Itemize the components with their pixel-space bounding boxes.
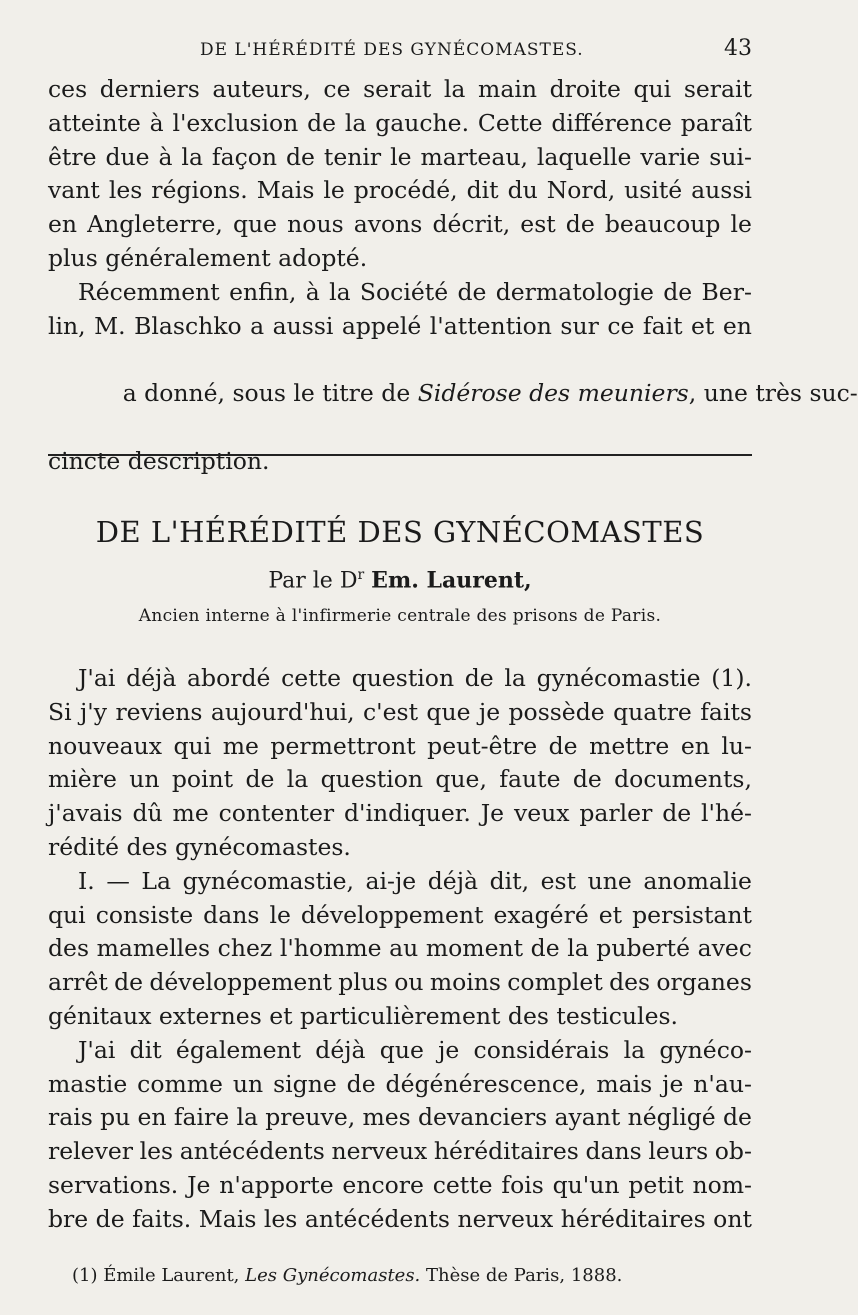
word: n'au- (693, 1069, 752, 1098)
text-run: , une très suc- (688, 379, 858, 408)
word: l'hé- (701, 799, 752, 828)
word: veux (513, 799, 570, 828)
word: relever (48, 1137, 133, 1166)
word: auteurs, (212, 75, 311, 103)
word: servations. (48, 1170, 179, 1199)
word: différence (551, 108, 672, 137)
word: contenter (218, 799, 335, 828)
previous-article-text (48, 73, 858, 479)
word: le (730, 210, 752, 239)
paragraph (48, 662, 752, 865)
word: n'apporte (219, 1170, 334, 1199)
word: être (48, 142, 97, 171)
word: Angleterre, (87, 210, 223, 239)
word: mes (362, 1103, 411, 1132)
word: dit (466, 176, 499, 205)
text-line (48, 932, 752, 966)
word: bre (48, 1204, 89, 1233)
word: gauche. (375, 108, 470, 137)
byline-superscript: r (357, 567, 365, 583)
word: je (662, 1069, 684, 1098)
word: chez (217, 934, 273, 963)
word: de (457, 277, 487, 306)
word: développement (300, 900, 484, 929)
word: décrit, (432, 210, 511, 239)
word: faits. (132, 1204, 192, 1233)
word: à (305, 277, 320, 306)
word: exagéré (493, 900, 589, 929)
text-line (48, 662, 752, 696)
word: quatre (613, 697, 692, 726)
word: Nord, (546, 176, 616, 205)
word: atteinte (48, 108, 141, 137)
word: de (346, 1069, 376, 1098)
word: développement (149, 968, 332, 997)
word: puberté (596, 934, 691, 963)
article-body (48, 662, 752, 1237)
word: lin, (48, 311, 86, 340)
word: permettront (270, 731, 416, 760)
text-line (48, 141, 752, 175)
word: la (236, 1103, 258, 1132)
text-line (48, 107, 752, 141)
word: nouveaux (48, 731, 163, 760)
word: c'est (362, 697, 419, 726)
word: je (438, 1035, 460, 1064)
word: la (623, 1035, 646, 1064)
word: J'ai (78, 664, 116, 692)
word: paraît (680, 108, 752, 137)
paragraph (48, 1034, 752, 1237)
text-line (48, 276, 752, 310)
word: ai-je (365, 866, 417, 895)
word: de (95, 1204, 125, 1233)
word: de (307, 108, 337, 137)
word: consiste (95, 900, 194, 929)
text-line (48, 1034, 752, 1068)
word: nerveux (457, 1204, 554, 1233)
word: persistant (632, 900, 752, 929)
word: abordé (187, 664, 271, 692)
word: mastie (48, 1069, 128, 1098)
word: des (48, 934, 90, 963)
word: ont (713, 1204, 752, 1233)
word: un (232, 1069, 264, 1098)
word: la (181, 142, 203, 171)
word: nom- (692, 1170, 752, 1199)
word: gynéco- (659, 1035, 752, 1064)
word: preuve, (265, 1103, 356, 1132)
word: parler (579, 799, 653, 828)
word: que (426, 697, 471, 726)
word: Si (48, 697, 72, 726)
text-run: a donné, sous le titre de (122, 379, 418, 408)
word: de (548, 731, 578, 760)
text-line (48, 1135, 752, 1169)
word: qu'un (552, 1170, 620, 1199)
word: gynécomastie, (182, 866, 354, 895)
word: aussi (272, 311, 334, 340)
word: faits (700, 697, 752, 726)
text-line (48, 1203, 752, 1237)
word: leurs (648, 1137, 709, 1166)
word: serait (363, 75, 432, 103)
word: Mais (198, 1204, 257, 1233)
text-line (48, 763, 752, 797)
word: déjà (126, 664, 177, 692)
word: moment (425, 934, 524, 963)
word: fait (642, 311, 683, 340)
word: Ber- (701, 277, 752, 306)
word: que, (435, 765, 487, 794)
word: dégénérescence, (385, 1069, 587, 1098)
footnote-text: Thèse de Paris, 1888. (420, 1265, 623, 1286)
word: question (320, 765, 424, 794)
word: fois (501, 1170, 544, 1199)
word: petit (628, 1170, 684, 1199)
word: lu- (721, 731, 752, 760)
word: de (245, 765, 275, 794)
byline-prefix: Par le D (268, 568, 358, 594)
word: encore (342, 1170, 424, 1199)
text-line (48, 73, 752, 107)
text-line (48, 174, 752, 208)
word: l'exclusion (172, 108, 299, 137)
word: les (139, 1137, 174, 1166)
word: I. (78, 866, 95, 895)
word: une (587, 866, 632, 895)
word: mais (596, 1069, 653, 1098)
word: antécédents (304, 1204, 450, 1233)
word: l'homme (279, 934, 382, 963)
author-affiliation: Ancien interne à l'infirmerie centrale des prisons de Paris. (138, 606, 662, 626)
word: La (141, 866, 172, 895)
word: la (286, 765, 309, 794)
word: héréditaires (433, 1137, 579, 1166)
word: peut-être (427, 731, 538, 760)
word: antécédents (179, 1137, 325, 1166)
page-header (48, 36, 752, 66)
word: nous (287, 210, 344, 239)
text-line (48, 208, 752, 242)
word: arrêt (48, 968, 108, 997)
byline (0, 567, 800, 593)
word: — (106, 866, 130, 895)
word: anomalie (643, 866, 752, 895)
word: négligé (627, 1103, 716, 1132)
word: me (172, 799, 209, 828)
word: est (540, 866, 577, 895)
word: rais (48, 1103, 93, 1132)
word: M. (94, 311, 126, 340)
paragraph (48, 276, 858, 479)
running-head: DE L'HÉRÉDITÉ DES GYNÉCOMASTES. (200, 40, 584, 60)
word: avons (353, 210, 423, 239)
word: dans (585, 1137, 642, 1166)
word: faute (499, 765, 561, 794)
word: nerveux (331, 1137, 428, 1166)
word: Société (359, 277, 449, 306)
word: ou (394, 968, 424, 997)
text-line (48, 696, 752, 730)
text-line (48, 343, 858, 444)
word: possède (508, 697, 605, 726)
word: usité (624, 176, 683, 205)
word: au (389, 934, 419, 963)
footnote-text: (1) Émile Laurent, (72, 1265, 246, 1286)
word: la (443, 75, 466, 103)
word: l'attention (429, 311, 552, 340)
word: considérais (473, 1035, 610, 1064)
word: laquelle (536, 142, 632, 171)
word: en (137, 1103, 167, 1132)
word: de (572, 765, 602, 794)
word: ce (323, 75, 351, 103)
word: question (351, 664, 455, 692)
word: la (329, 277, 351, 306)
word: enfin, (229, 277, 297, 306)
word: façon (211, 142, 278, 171)
word: régions. (151, 176, 248, 205)
word: est (520, 210, 556, 239)
word: dit (129, 1035, 162, 1064)
word: déjà (427, 866, 478, 895)
word: de (663, 277, 693, 306)
word: derniers (99, 75, 200, 103)
word: héréditaires (560, 1204, 706, 1233)
word: Je (187, 1170, 211, 1199)
word: dans (203, 900, 260, 929)
italic-title: Sidérose des meuniers (417, 379, 689, 408)
word: le (269, 900, 291, 929)
word: me (222, 731, 259, 760)
word: qui (48, 900, 86, 929)
text-line (48, 797, 752, 831)
word: due (105, 142, 150, 171)
text-line (48, 966, 752, 1000)
word: en (48, 210, 78, 239)
word: signe (273, 1069, 337, 1098)
word: reviens (115, 697, 203, 726)
word: dû (132, 799, 163, 828)
section-divider (48, 454, 752, 456)
word: ces (48, 75, 88, 103)
word: à (158, 142, 173, 171)
word: beaucoup (604, 210, 721, 239)
text-line (48, 1169, 752, 1203)
word: devanciers (417, 1103, 548, 1132)
word: dermatologie (495, 277, 654, 306)
word: du (507, 176, 538, 205)
text-line (48, 730, 752, 764)
word: ob- (714, 1137, 752, 1166)
word: Cette (477, 108, 543, 137)
word: la (344, 108, 367, 137)
text-line: plus généralement adopté. (48, 243, 368, 272)
word: la (504, 664, 526, 692)
word: en (722, 311, 752, 340)
word: documents, (614, 765, 752, 794)
word: moins (429, 968, 501, 997)
word: plus (338, 968, 388, 997)
text-line (48, 1101, 752, 1135)
word: des (609, 968, 651, 997)
word: les (263, 1204, 298, 1233)
word: un (129, 765, 160, 794)
footnote-title: Les Gynécomastes. (245, 1265, 421, 1286)
word: et (691, 311, 715, 340)
word: j'avais (48, 799, 123, 828)
word: les (108, 176, 143, 205)
word: la (567, 934, 589, 963)
word: de (662, 799, 692, 828)
word: Mais (256, 176, 315, 205)
word: cette (432, 1170, 493, 1199)
word: procédé, (353, 176, 458, 205)
word: cette (281, 664, 341, 692)
word: de (464, 664, 494, 692)
word: j'y (80, 697, 108, 726)
word: d'indiquer. (343, 799, 471, 828)
word: et (598, 900, 623, 929)
word: ayant (554, 1103, 621, 1132)
author-name: Em. Laurent, (371, 567, 532, 594)
word: je (478, 697, 501, 726)
text-line (48, 310, 752, 344)
page-number: 43 (724, 36, 752, 61)
word: organes (656, 968, 752, 997)
article-title: DE L'HÉRÉDITÉ DES GYNÉCOMASTES (95, 515, 705, 549)
word: avec (697, 934, 752, 963)
word: serait (683, 75, 752, 103)
word: J'ai (78, 1035, 116, 1064)
paragraph (48, 73, 752, 276)
word: qui (173, 731, 212, 760)
word: aujourd'hui, (210, 697, 355, 726)
word: ce (607, 311, 635, 340)
word: mettre (589, 731, 670, 760)
word: pu (100, 1103, 131, 1132)
word: point (171, 765, 234, 794)
word: de (285, 142, 315, 171)
text-line: cincte description. (48, 446, 270, 475)
word: Je (480, 799, 505, 828)
text-line: rédité des gynécomastes. (48, 832, 351, 861)
word: appelé (341, 311, 422, 340)
paragraph (48, 865, 752, 1034)
word: gynécomastie (536, 664, 701, 692)
word: qui (633, 75, 672, 103)
footnote (72, 1265, 622, 1286)
word: tenir (323, 142, 382, 171)
word: main (478, 75, 537, 103)
text-line (48, 1068, 752, 1102)
word: vant (48, 176, 100, 205)
word: varie (640, 142, 701, 171)
word: mamelles (96, 934, 211, 963)
word: de (565, 210, 595, 239)
word: aussi (691, 176, 752, 205)
text-line: génitaux externes et particulièrement des testicules. (48, 1001, 679, 1030)
word: le (323, 176, 345, 205)
word: Blaschko (134, 311, 242, 340)
word: à (149, 108, 164, 137)
word: sui- (709, 142, 752, 171)
word: complet (507, 968, 603, 997)
text-line (48, 899, 752, 933)
word: dit, (489, 866, 530, 895)
word: sur (560, 311, 599, 340)
word: a (250, 311, 265, 340)
word: droite (549, 75, 621, 103)
word: également (175, 1035, 302, 1064)
word: de (722, 1103, 752, 1132)
word: comme (137, 1069, 223, 1098)
word: que (379, 1035, 424, 1064)
word: de (530, 934, 560, 963)
word: le (390, 142, 412, 171)
word: déjà (315, 1035, 366, 1064)
word: marteau, (420, 142, 528, 171)
word: de (114, 968, 144, 997)
word: que (232, 210, 278, 239)
word: Récemment (78, 277, 220, 306)
text-line (48, 865, 752, 899)
word: mière (48, 765, 117, 794)
word: (1). (711, 664, 752, 692)
word: faire (173, 1103, 230, 1132)
word: en (680, 731, 710, 760)
